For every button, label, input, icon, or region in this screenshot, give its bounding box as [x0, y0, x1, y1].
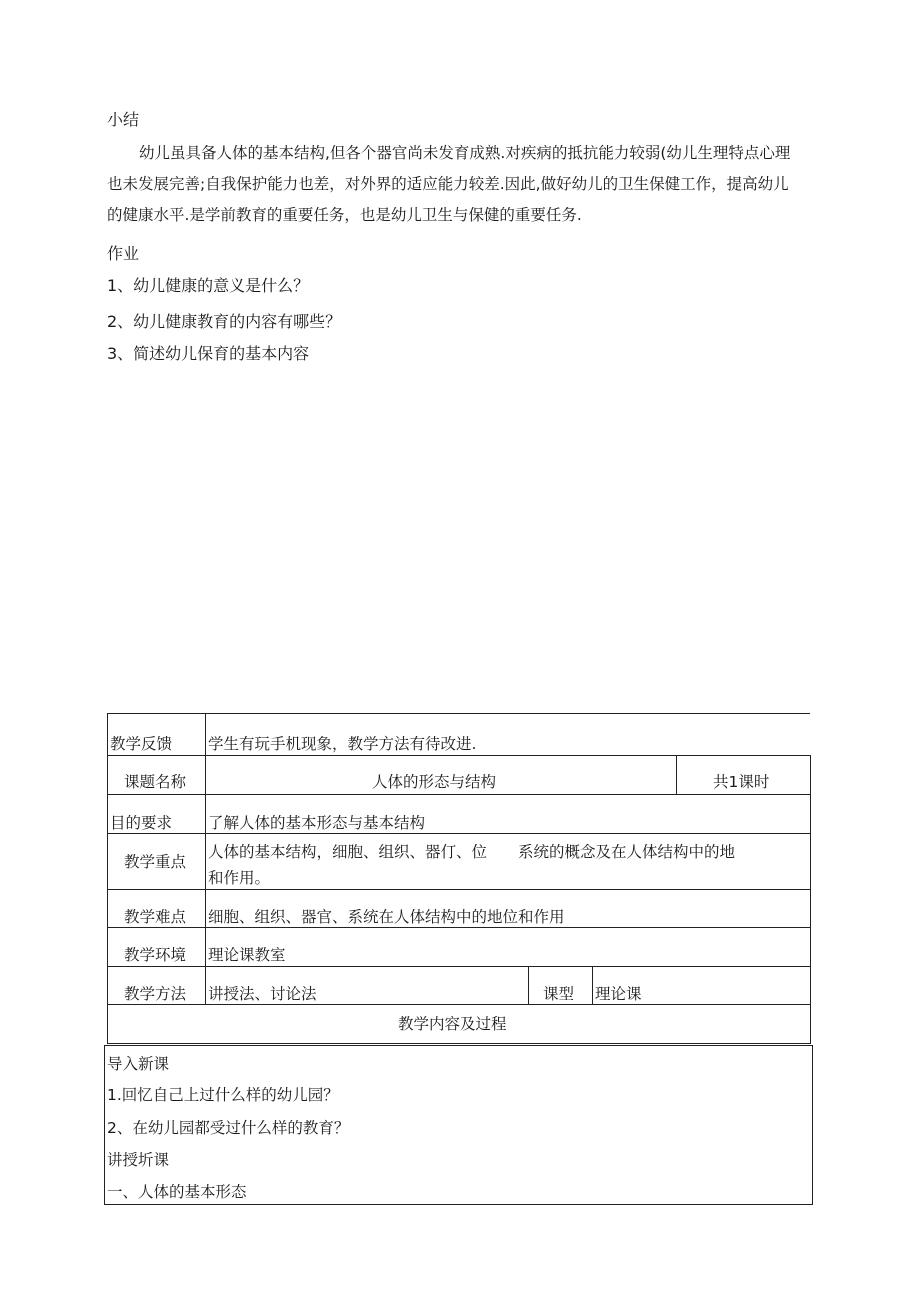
summary-heading: 小结 [107, 110, 140, 129]
hours-value: 共1课时 [713, 773, 770, 791]
box-rule [104, 1045, 105, 1205]
table-rule [107, 833, 810, 834]
table-rule [528, 966, 529, 1004]
box-rule [104, 1045, 813, 1046]
homework-heading: 作业 [107, 244, 140, 263]
topic-value: 人体的形态与结构 [372, 773, 497, 791]
homework-item: 1、幼儿健康的意义是什么？ [107, 276, 310, 295]
table-rule [107, 713, 810, 714]
summary-paragraph [107, 138, 800, 231]
table-rule [107, 1004, 810, 1005]
table-rule [676, 755, 677, 794]
env-label: 教学环境 [124, 946, 187, 964]
method-value: 讲授法、讨论法 [208, 985, 317, 1003]
box-rule [812, 1045, 813, 1205]
type-value: 理论课 [595, 985, 642, 1003]
table-rule [592, 966, 593, 1004]
type-label: 课型 [543, 985, 575, 1003]
goal-label: 目的要求 [110, 814, 173, 832]
table-rule [107, 966, 810, 967]
intro-question-2: 2、在幼儿园都受过什么样的教育？ [107, 1119, 350, 1137]
table-rule [107, 1043, 810, 1044]
key-value-line2: 和作用。 [208, 869, 271, 887]
feedback-value: 学生有玩手机现象，教学方法有待改进. [208, 735, 477, 753]
intro-heading: 导入新课 [107, 1055, 170, 1073]
section-1-title: 一、人体的基本形态 [107, 1183, 247, 1201]
homework-item: 2、幼儿健康教育的内容有哪些？ [107, 312, 342, 331]
homework-item: 3、简述幼儿保育的基本内容 [107, 344, 310, 363]
intro-question-1: 1.回忆自己上过什么样的幼儿园？ [107, 1086, 339, 1104]
table-rule [107, 794, 810, 795]
difficulty-value: 细胞、组织、器官、系统在人体结构中的地位和作用 [208, 908, 565, 926]
env-value: 理论课教室 [208, 946, 286, 964]
process-header: 教学内容及过程 [398, 1015, 507, 1033]
table-rule [107, 755, 810, 756]
key-label: 教学重点 [124, 853, 187, 871]
table-rule [107, 927, 810, 928]
table-rule [205, 713, 206, 1004]
key-value-line1: 人体的基本结构，细胞、组织、器仃、位 系统的概念及在人体结构中的地 [208, 843, 736, 861]
difficulty-label: 教学难点 [124, 908, 187, 926]
box-rule [104, 1204, 813, 1205]
goal-value: 了解人体的基本形态与基本结构 [208, 814, 426, 832]
table-rule [107, 713, 108, 1044]
table-rule [107, 889, 810, 890]
topic-label: 课题名称 [124, 773, 187, 791]
method-label: 教学方法 [124, 985, 187, 1003]
summary-paragraph-text: 幼儿虽具备人体的基本结构,但各个器官尚未发育成熟.对疾病的抵抗能力较弱(幼儿生理特点心理也未发展完善;自我保护能力也差，对外界的适应能力较差.因此,做好幼儿的卫生保健工作，提高幼儿的健康水平.是学前教育的重要任务，也是幼儿卫生与保健的重要任务. [107, 144, 791, 224]
feedback-label: 教学反馈 [110, 735, 173, 753]
lecture-heading: 讲授圻课 [107, 1151, 170, 1169]
table-rule [810, 755, 811, 1044]
